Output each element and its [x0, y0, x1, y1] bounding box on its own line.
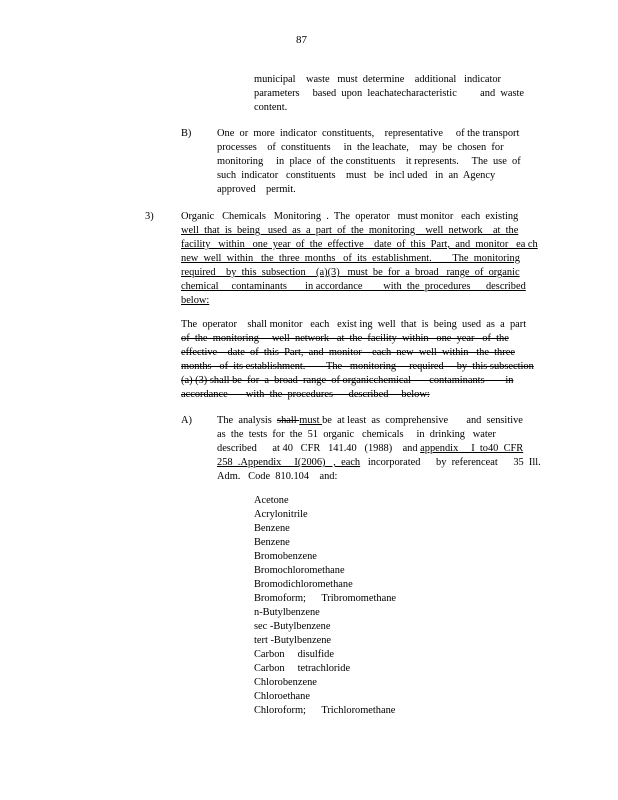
inserted-line: required by this subsection (a)(3) must be for a broad range of organic — [181, 267, 520, 278]
continuation-line: municipal waste must determine additional indicator — [254, 74, 502, 85]
chemical-item: Chloroethane — [254, 691, 310, 702]
text-run: The analysis — [217, 415, 278, 426]
chemical-item: Bromoform; Tribromomethane — [254, 593, 396, 604]
item-a-label: A) — [181, 415, 192, 426]
item-3-heading-line: Organic Chemicals Monitoring . The operator must monitor each existing — [181, 211, 519, 222]
chemical-list — [254, 494, 396, 718]
deleted-line: accordance with the procedures described below: — [181, 389, 430, 400]
item-a-line — [217, 414, 541, 428]
chemical-item: tert -Butylbenzene — [254, 635, 332, 646]
deleted-word: shall — [277, 415, 300, 426]
item-3-deleted-paragraph — [181, 318, 534, 402]
chemical-item: sec -Butylbenzene — [254, 621, 331, 632]
inserted-line: chemical contaminants in accordance with the procedures described — [181, 281, 526, 292]
continuation-text — [254, 73, 524, 115]
item-3-text — [181, 210, 538, 308]
chemical-item: Acrylonitrile — [254, 509, 308, 520]
deleted-line: effective date of this Part, and monitor each new well within the three — [181, 347, 515, 358]
inserted-text: appendix I to40 CFR — [420, 443, 524, 454]
item-b-line: processes of constituents in the leachate, may be chosen for — [217, 142, 504, 153]
page-number: 87 — [296, 34, 307, 46]
paragraph-line: The operator shall monitor each exist ing well that is being used as a part — [181, 319, 527, 330]
deleted-line: (a) (3) shall be for a broad range of organicchemical contaminants in — [181, 375, 514, 386]
inserted-word: must — [299, 415, 323, 426]
chemical-item: Benzene — [254, 523, 290, 534]
chemical-item: Carbon disulfide — [254, 649, 334, 660]
item-b-line: One or more indicator constituents, representative of the transport — [217, 128, 520, 139]
continuation-line: parameters based upon leachatecharacteristic and waste — [254, 88, 525, 99]
item-b-label: B) — [181, 128, 192, 139]
item-b-line: approved permit. — [217, 184, 296, 195]
chemical-item: Bromobenzene — [254, 551, 317, 562]
item-3-label: 3) — [145, 211, 154, 222]
deleted-line: months of its establishment. The monitoring required by this subsection — [181, 361, 534, 372]
deleted-line: of the monitoring well network at the facility within one year of the — [181, 333, 509, 344]
item-a-line — [217, 456, 541, 470]
item-a-line: as the tests for the 51 organic chemicals in drinking water — [217, 429, 496, 440]
inserted-line: below: — [181, 295, 210, 306]
text-run: incorporated by referenceat 35 Ill. — [360, 457, 541, 468]
chemical-item: Acetone — [254, 495, 289, 506]
item-b-line: such indicator constituents must be incl uded in an Agency — [217, 170, 496, 181]
inserted-text: 258 .Appendix I(2006) , each — [217, 457, 361, 468]
continuation-line: content. — [254, 102, 288, 113]
item-a-text — [217, 414, 541, 484]
item-a-line: Adm. Code 810.104 and: — [217, 471, 338, 482]
item-b-line: monitoring in place of the constituents it represents. The use of — [217, 156, 521, 167]
chemical-item: Chloroform; Trichloromethane — [254, 705, 396, 716]
inserted-line: well that is being used as a part of the monitoring well network at the — [181, 225, 519, 236]
text-run: be at least as comprehensive and sensitive — [322, 415, 523, 426]
chemical-item: n-Butylbenzene — [254, 607, 320, 618]
item-a-line — [217, 442, 541, 456]
chemical-item: Carbon tetrachloride — [254, 663, 351, 674]
chemical-item: Chlorobenzene — [254, 677, 317, 688]
chemical-item: Benzene — [254, 537, 290, 548]
item-b-text — [217, 127, 521, 197]
text-run: described at 40 CFR 141.40 (1988) and — [217, 443, 421, 454]
inserted-line: facility within one year of the effective date of this Part, and monitor ea ch — [181, 239, 538, 250]
chemical-item: Bromodichloromethane — [254, 579, 353, 590]
inserted-line: new well within the three months of its establishment. The monitoring — [181, 253, 520, 264]
chemical-item: Bromochloromethane — [254, 565, 345, 576]
